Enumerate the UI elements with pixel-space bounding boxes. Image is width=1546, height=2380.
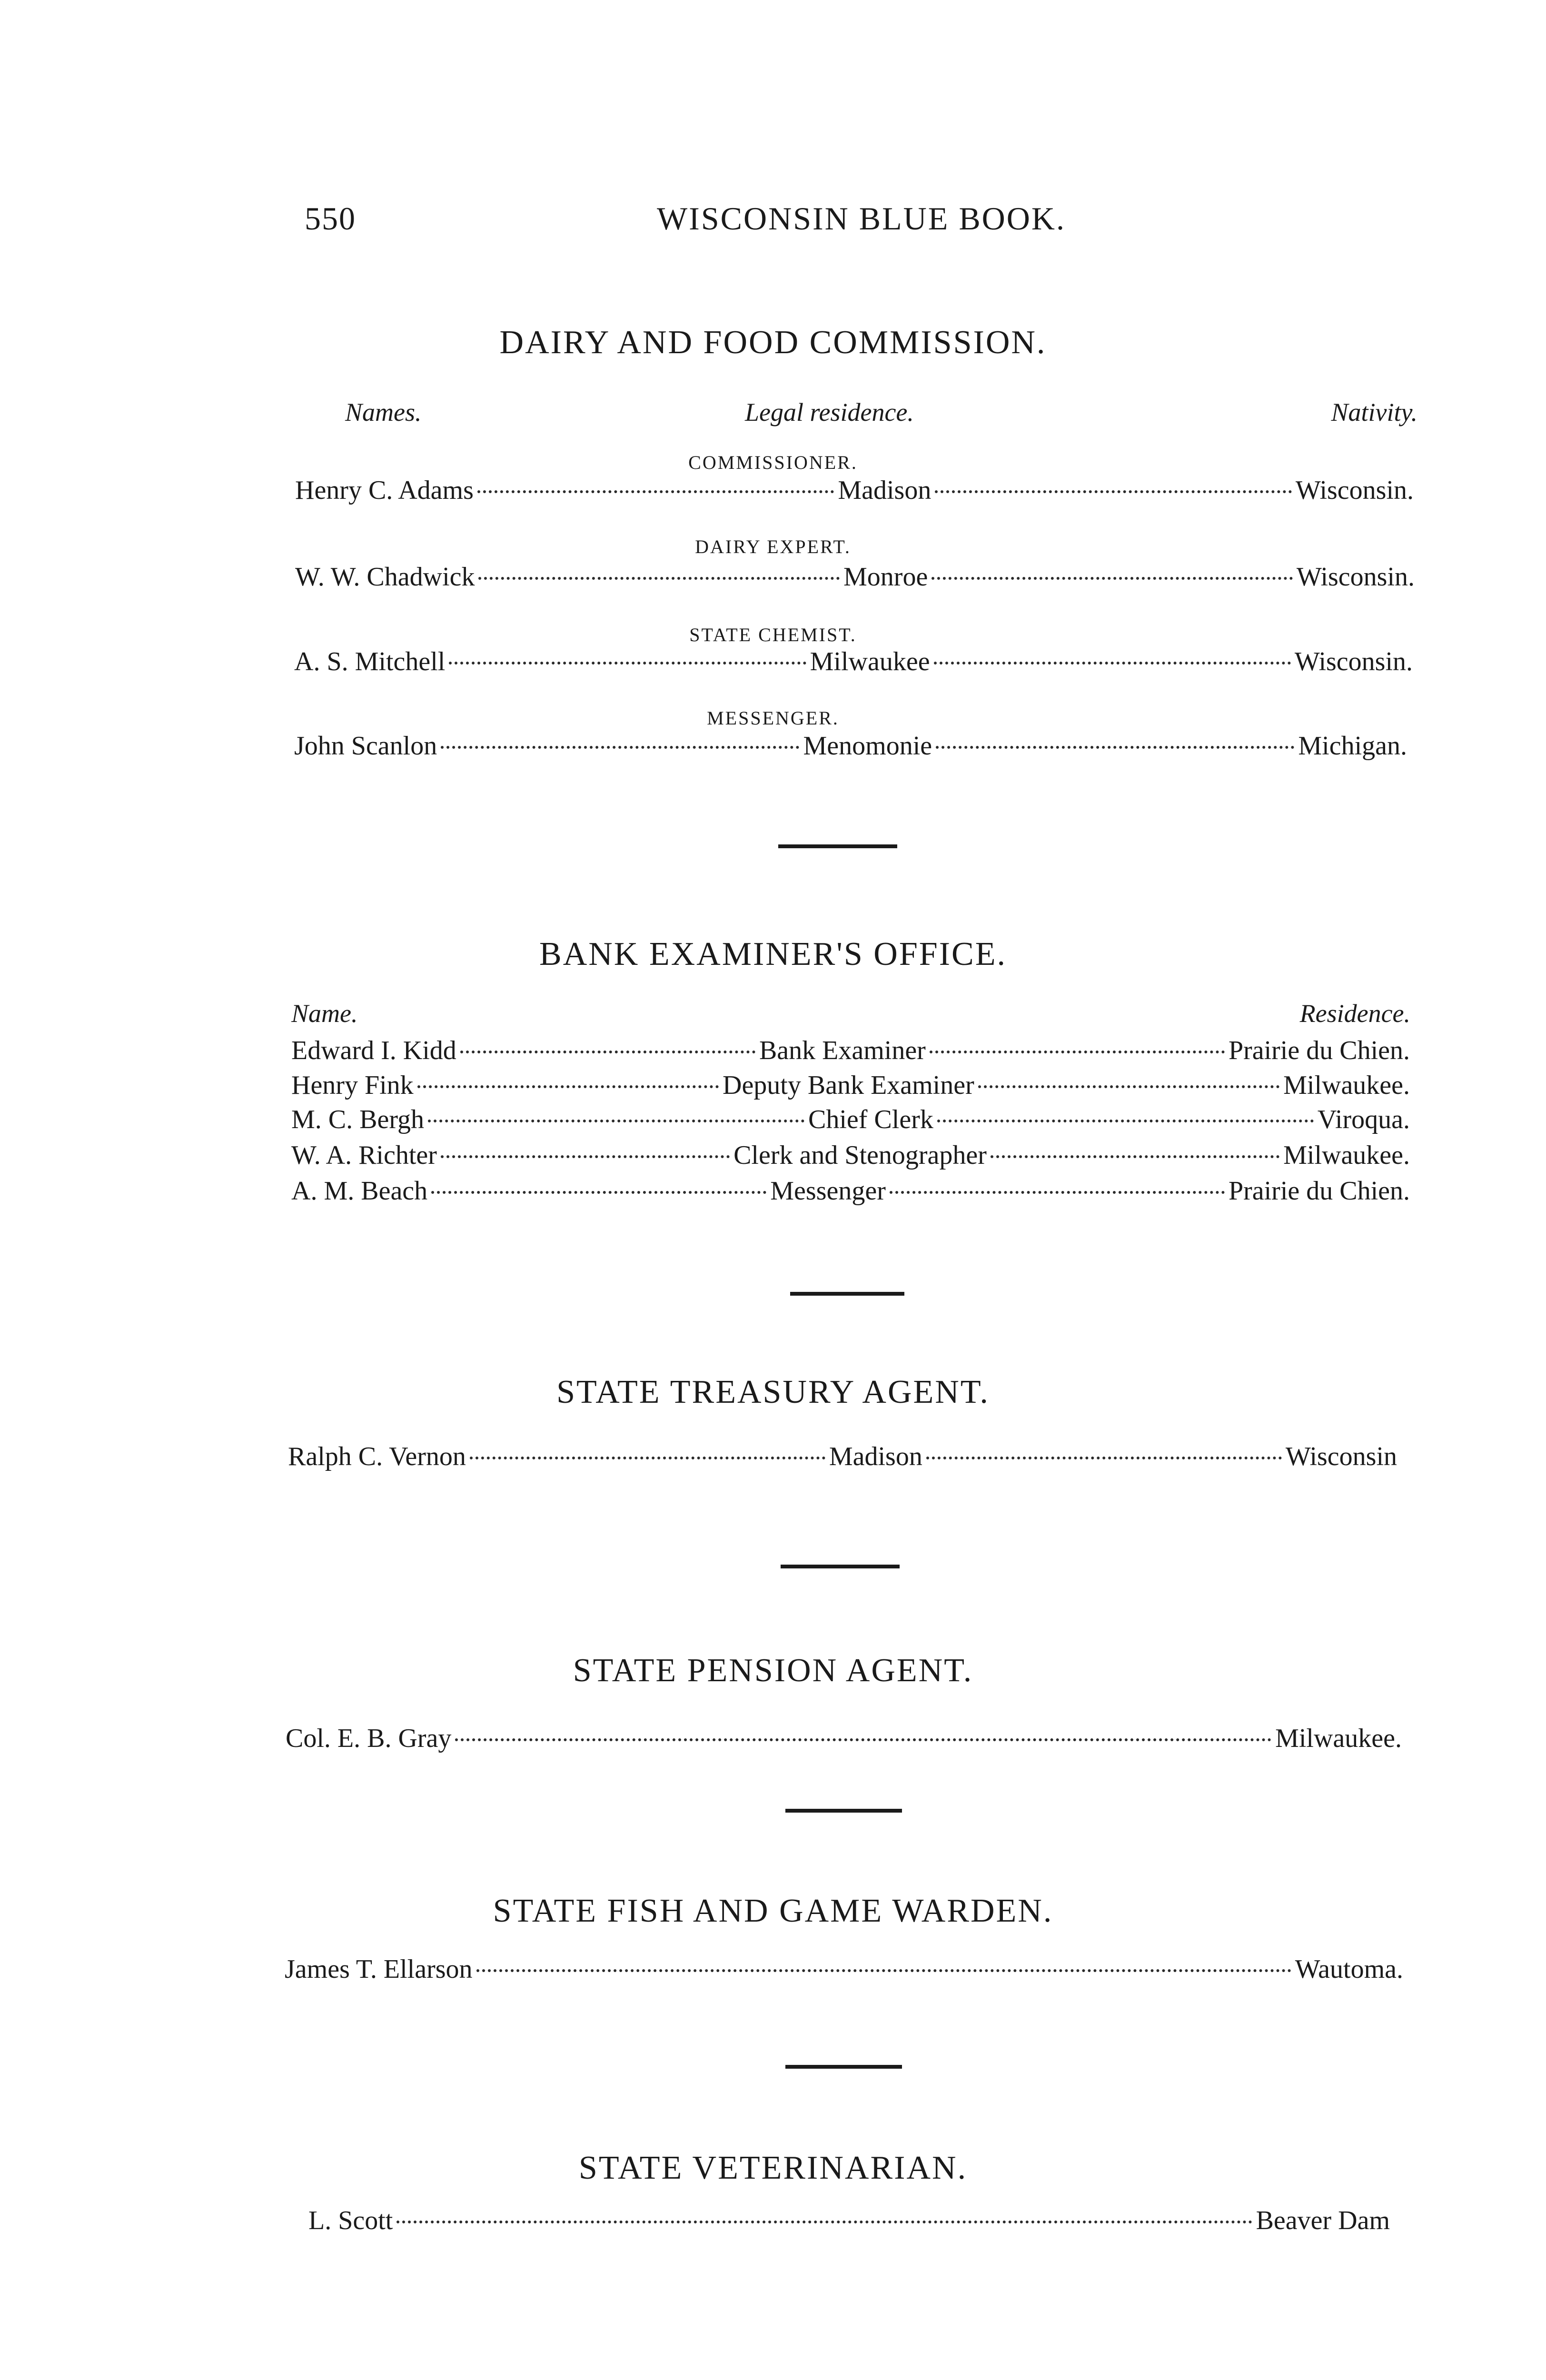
dot-leader (460, 1051, 755, 1053)
bank-position: Clerk and Stenographer (733, 1140, 987, 1170)
role-label: DAIRY EXPERT. (695, 536, 851, 557)
dot-leader (932, 577, 1293, 580)
dot-leader (936, 746, 1294, 749)
bank-examiner-title: BANK EXAMINER'S OFFICE. (539, 936, 1007, 972)
dot-leader (937, 1120, 1314, 1122)
dairy-commission-title: DAIRY AND FOOD COMMISSION. (499, 324, 1047, 361)
bank-name: A. M. Beach (291, 1176, 428, 1206)
bank-name: Henry Fink (291, 1071, 414, 1100)
dot-leader (890, 1191, 1225, 1194)
bank-position: Deputy Bank Examiner (723, 1071, 974, 1100)
bank-name: M. C. Bergh (291, 1105, 424, 1134)
treasury-name: Ralph C. Vernon (288, 1442, 466, 1471)
dot-leader (477, 490, 834, 493)
bank-position: Messenger (770, 1176, 886, 1206)
dairy-row (295, 562, 1415, 595)
dot-leader (396, 2221, 1252, 2223)
dot-leader (926, 1457, 1282, 1459)
bank-residence: Milwaukee. (1283, 1071, 1410, 1100)
vet-residence: Beaver Dam (1256, 2206, 1390, 2235)
vet-name: L. Scott (308, 2206, 393, 2235)
dairy-residence: Monroe (843, 562, 928, 592)
dairy-row (294, 731, 1407, 764)
bank-name: W. A. Richter (291, 1140, 437, 1170)
dairy-row (295, 475, 1414, 508)
bank-row (291, 1104, 1410, 1138)
dot-leader (441, 1155, 730, 1158)
dairy-name: W. W. Chadwick (295, 562, 475, 592)
section-divider (778, 844, 897, 848)
dot-leader (478, 577, 840, 580)
dot-leader (417, 1085, 719, 1088)
vet-row (308, 2205, 1390, 2239)
bank-position: Bank Examiner (759, 1036, 926, 1065)
pension-residence: Milwaukee. (1275, 1724, 1402, 1753)
running-title: WISCONSIN BLUE BOOK. (657, 200, 1066, 237)
treasury-nativity: Wisconsin (1285, 1442, 1397, 1471)
dairy-residence: Menomonie (803, 731, 932, 761)
bank-row (291, 1070, 1410, 1103)
dairy-name: John Scanlon (294, 731, 437, 761)
dot-leader (441, 746, 799, 749)
dot-leader (470, 1457, 825, 1459)
dairy-row (294, 646, 1413, 680)
running-head (305, 200, 1428, 243)
dairy-nativity: Wisconsin. (1294, 647, 1413, 676)
dot-leader (930, 1051, 1225, 1053)
bank-residence: Viroqua. (1317, 1105, 1410, 1134)
section-divider (785, 2065, 902, 2069)
dairy-residence: Madison (838, 476, 932, 505)
pension-row (286, 1723, 1402, 1756)
dot-leader (934, 662, 1291, 664)
dot-leader (449, 662, 806, 664)
bank-row (291, 1176, 1410, 1209)
bank-residence: Prairie du Chien. (1228, 1176, 1410, 1206)
bank-residence: Milwaukee. (1283, 1140, 1410, 1170)
dairy-nativity: Wisconsin. (1296, 562, 1415, 592)
role-label: MESSENGER. (707, 707, 839, 729)
bank-row (291, 1035, 1410, 1069)
dairy-name: Henry C. Adams (295, 476, 474, 505)
section-divider (781, 1565, 900, 1568)
dot-leader (991, 1155, 1279, 1158)
col-head-nativity: Nativity. (1331, 398, 1417, 426)
dot-leader (431, 1191, 766, 1194)
role-label: STATE CHEMIST. (689, 624, 857, 645)
page-number: 550 (305, 200, 356, 237)
pension-name: Col. E. B. Gray (286, 1724, 452, 1753)
fish-name: James T. Ellarson (285, 1954, 473, 1984)
section-divider (785, 1809, 902, 1813)
col-head-legal-residence: Legal residence. (745, 398, 914, 426)
bank-residence: Prairie du Chien. (1228, 1036, 1410, 1065)
treasury-residence: Madison (829, 1442, 922, 1471)
pension-agent-title: STATE PENSION AGENT. (573, 1652, 973, 1689)
fish-row (285, 1954, 1403, 1987)
dairy-residence: Milwaukee (810, 647, 930, 676)
dairy-nativity: Wisconsin. (1295, 476, 1414, 505)
dairy-name: A. S. Mitchell (294, 647, 446, 676)
role-label: COMMISSIONER. (688, 452, 858, 473)
dairy-nativity: Michigan. (1298, 731, 1407, 761)
col-head-name: Name. (291, 999, 358, 1028)
treasury-agent-title: STATE TREASURY AGENT. (556, 1374, 990, 1410)
veterinarian-title: STATE VETERINARIAN. (578, 2150, 968, 2186)
section-divider (790, 1292, 904, 1296)
bank-row (291, 1140, 1410, 1173)
dot-leader (476, 1969, 1291, 1972)
col-head-names: Names. (345, 398, 422, 426)
bank-position: Chief Clerk (808, 1105, 933, 1134)
dot-leader (455, 1738, 1271, 1741)
col-head-residence: Residence. (1299, 999, 1410, 1028)
dot-leader (978, 1085, 1279, 1088)
fish-residence: Wautoma. (1295, 1954, 1403, 1984)
bank-name: Edward I. Kidd (291, 1036, 456, 1065)
treasury-row (288, 1441, 1397, 1475)
dot-leader (428, 1120, 804, 1122)
dot-leader (935, 490, 1291, 493)
fish-game-warden-title: STATE FISH AND GAME WARDEN. (493, 1893, 1053, 1929)
